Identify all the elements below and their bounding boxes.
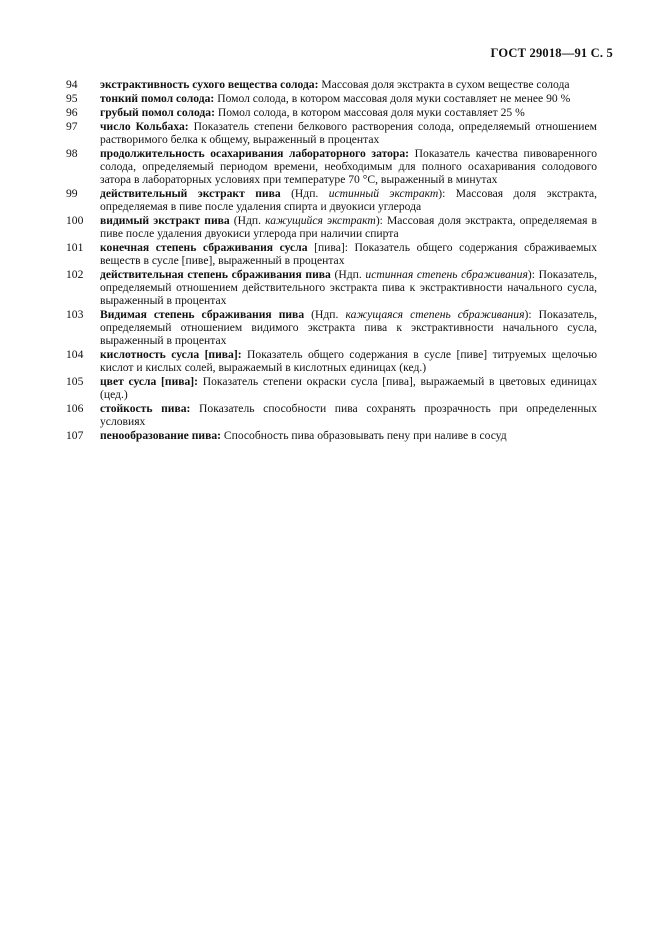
term-text xyxy=(100,106,597,119)
term-entry-101 xyxy=(66,241,597,267)
term-name: пенообразование пива: xyxy=(100,429,221,442)
term-definition: Показатель общего содержания в сусле [пиве] титруемых щелочью кислот и кислых солей, выражаемый в кислотных единицах (кед.) xyxy=(100,348,597,374)
term-entry-107 xyxy=(66,429,597,442)
term-number: 101 xyxy=(66,241,84,254)
term-definition: ): Показатель, определяемый отношением действительного экстракта пива к экстрактивности начального сусла, выраженный в процентах xyxy=(100,268,597,307)
deprecated-term: истинная степень сбраживания xyxy=(365,268,528,281)
deprecated-prefix: (Ндп. xyxy=(229,214,266,227)
term-definition: ): Массовая доля экстракта, определяемая в пиве после удаления спирта и двуокиси углерода xyxy=(100,187,597,213)
term-number: 100 xyxy=(66,214,84,227)
term-text xyxy=(100,402,597,428)
term-number: 96 xyxy=(66,106,78,119)
term-text xyxy=(100,308,597,347)
term-definition: Показатель степени белкового растворения солода, определяемый отношением растворимого белка к общему, выраженный в процентах xyxy=(100,120,597,146)
term-definition: ): Показатель, определяемый отношением видимого экстракта пива к экстрактивности начального сусла, выраженный в процентах xyxy=(100,308,597,347)
term-definition: Показатель степени окраски сусла [пива], выражаемый в цветовых единицах (цед.) xyxy=(100,375,597,401)
term-definition: Показатель качества пивоваренного солода, определяемый периодом времени, необходимым для полного осахаривания солодового затора в лабораторных условиях при температуре 70 °С, выраженный в минутах xyxy=(100,147,597,186)
page-header: ГОСТ 29018—91 С. 5 xyxy=(490,46,613,60)
term-entry-98 xyxy=(66,147,597,186)
term-number: 107 xyxy=(66,429,84,442)
term-entry-106 xyxy=(66,402,597,428)
term-entry-95 xyxy=(66,92,597,105)
term-text xyxy=(100,120,597,146)
deprecated-term: кажущаяся степень сбраживания xyxy=(345,308,525,321)
term-number: 104 xyxy=(66,348,84,361)
term-name: тонкий помол солода: xyxy=(100,92,215,105)
term-number: 103 xyxy=(66,308,84,321)
term-name: продолжительность осахаривания лабораторного затора: xyxy=(100,147,410,160)
term-number: 97 xyxy=(66,120,78,133)
term-definition: Помол солода, в котором массовая доля муки составляет не менее 90 % xyxy=(214,92,571,105)
term-name: грубый помол солода: xyxy=(100,106,215,119)
deprecated-term: истинный экстракт xyxy=(328,187,439,200)
deprecated-prefix: (Ндп. xyxy=(330,268,366,281)
term-name: число Кольбаха: xyxy=(100,120,189,133)
term-text xyxy=(100,268,597,307)
term-entry-94 xyxy=(66,78,597,91)
term-number: 102 xyxy=(66,268,84,281)
term-entry-100 xyxy=(66,214,597,240)
term-number: 106 xyxy=(66,402,84,415)
term-name: конечная степень сбраживания сусла xyxy=(100,241,308,254)
term-name: Видимая степень сбраживания пива xyxy=(100,308,305,321)
deprecated-term: кажущийся экстракт xyxy=(265,214,376,227)
term-text xyxy=(100,214,597,240)
term-name: цвет сусла [пива]: xyxy=(100,375,199,388)
term-entry-105 xyxy=(66,375,597,401)
term-name: кислотность сусла [пива]: xyxy=(100,348,242,361)
term-definition: ): Массовая доля экстракта, определяемая в пиве после удаления двуокиси углерода при наличии спирта xyxy=(100,214,597,240)
term-entry-99 xyxy=(66,187,597,213)
term-text xyxy=(100,78,597,91)
term-definition: Способность пива образовывать пену при наливе в сосуд xyxy=(220,429,507,442)
term-name: экстрактивность сухого вещества солода: xyxy=(100,78,319,91)
term-number: 95 xyxy=(66,92,78,105)
term-name: видимый экстракт пива xyxy=(100,214,230,227)
term-definition: [пива]: Показатель общего содержания сбраживаемых веществ в сусле [пиве], выраженный в процентах xyxy=(100,241,597,267)
term-name: действительный экстракт пива xyxy=(100,187,281,200)
term-text xyxy=(100,348,597,374)
term-name: действительная степень сбраживания пива xyxy=(100,268,331,281)
term-name: стойкость пива: xyxy=(100,402,191,415)
term-number: 94 xyxy=(66,78,78,91)
term-number: 98 xyxy=(66,147,78,160)
term-text xyxy=(100,147,597,186)
term-number: 105 xyxy=(66,375,84,388)
term-number: 99 xyxy=(66,187,78,200)
term-text xyxy=(100,241,597,267)
term-text xyxy=(100,187,597,213)
deprecated-prefix: (Ндп. xyxy=(280,187,329,200)
terms-list xyxy=(66,78,597,443)
term-entry-104 xyxy=(66,348,597,374)
term-definition: Помол солода, в котором массовая доля муки составляет 25 % xyxy=(214,106,525,119)
term-definition: Показатель способности пива сохранять прозрачность при определенных условиях xyxy=(100,402,597,428)
deprecated-prefix: (Ндп. xyxy=(304,308,346,321)
term-text xyxy=(100,429,597,442)
term-definition: Массовая доля экстракта в сухом веществе солода xyxy=(318,78,570,91)
term-entry-97 xyxy=(66,120,597,146)
term-entry-102 xyxy=(66,268,597,307)
term-text xyxy=(100,375,597,401)
term-entry-96 xyxy=(66,106,597,119)
term-text xyxy=(100,92,597,105)
term-entry-103 xyxy=(66,308,597,347)
